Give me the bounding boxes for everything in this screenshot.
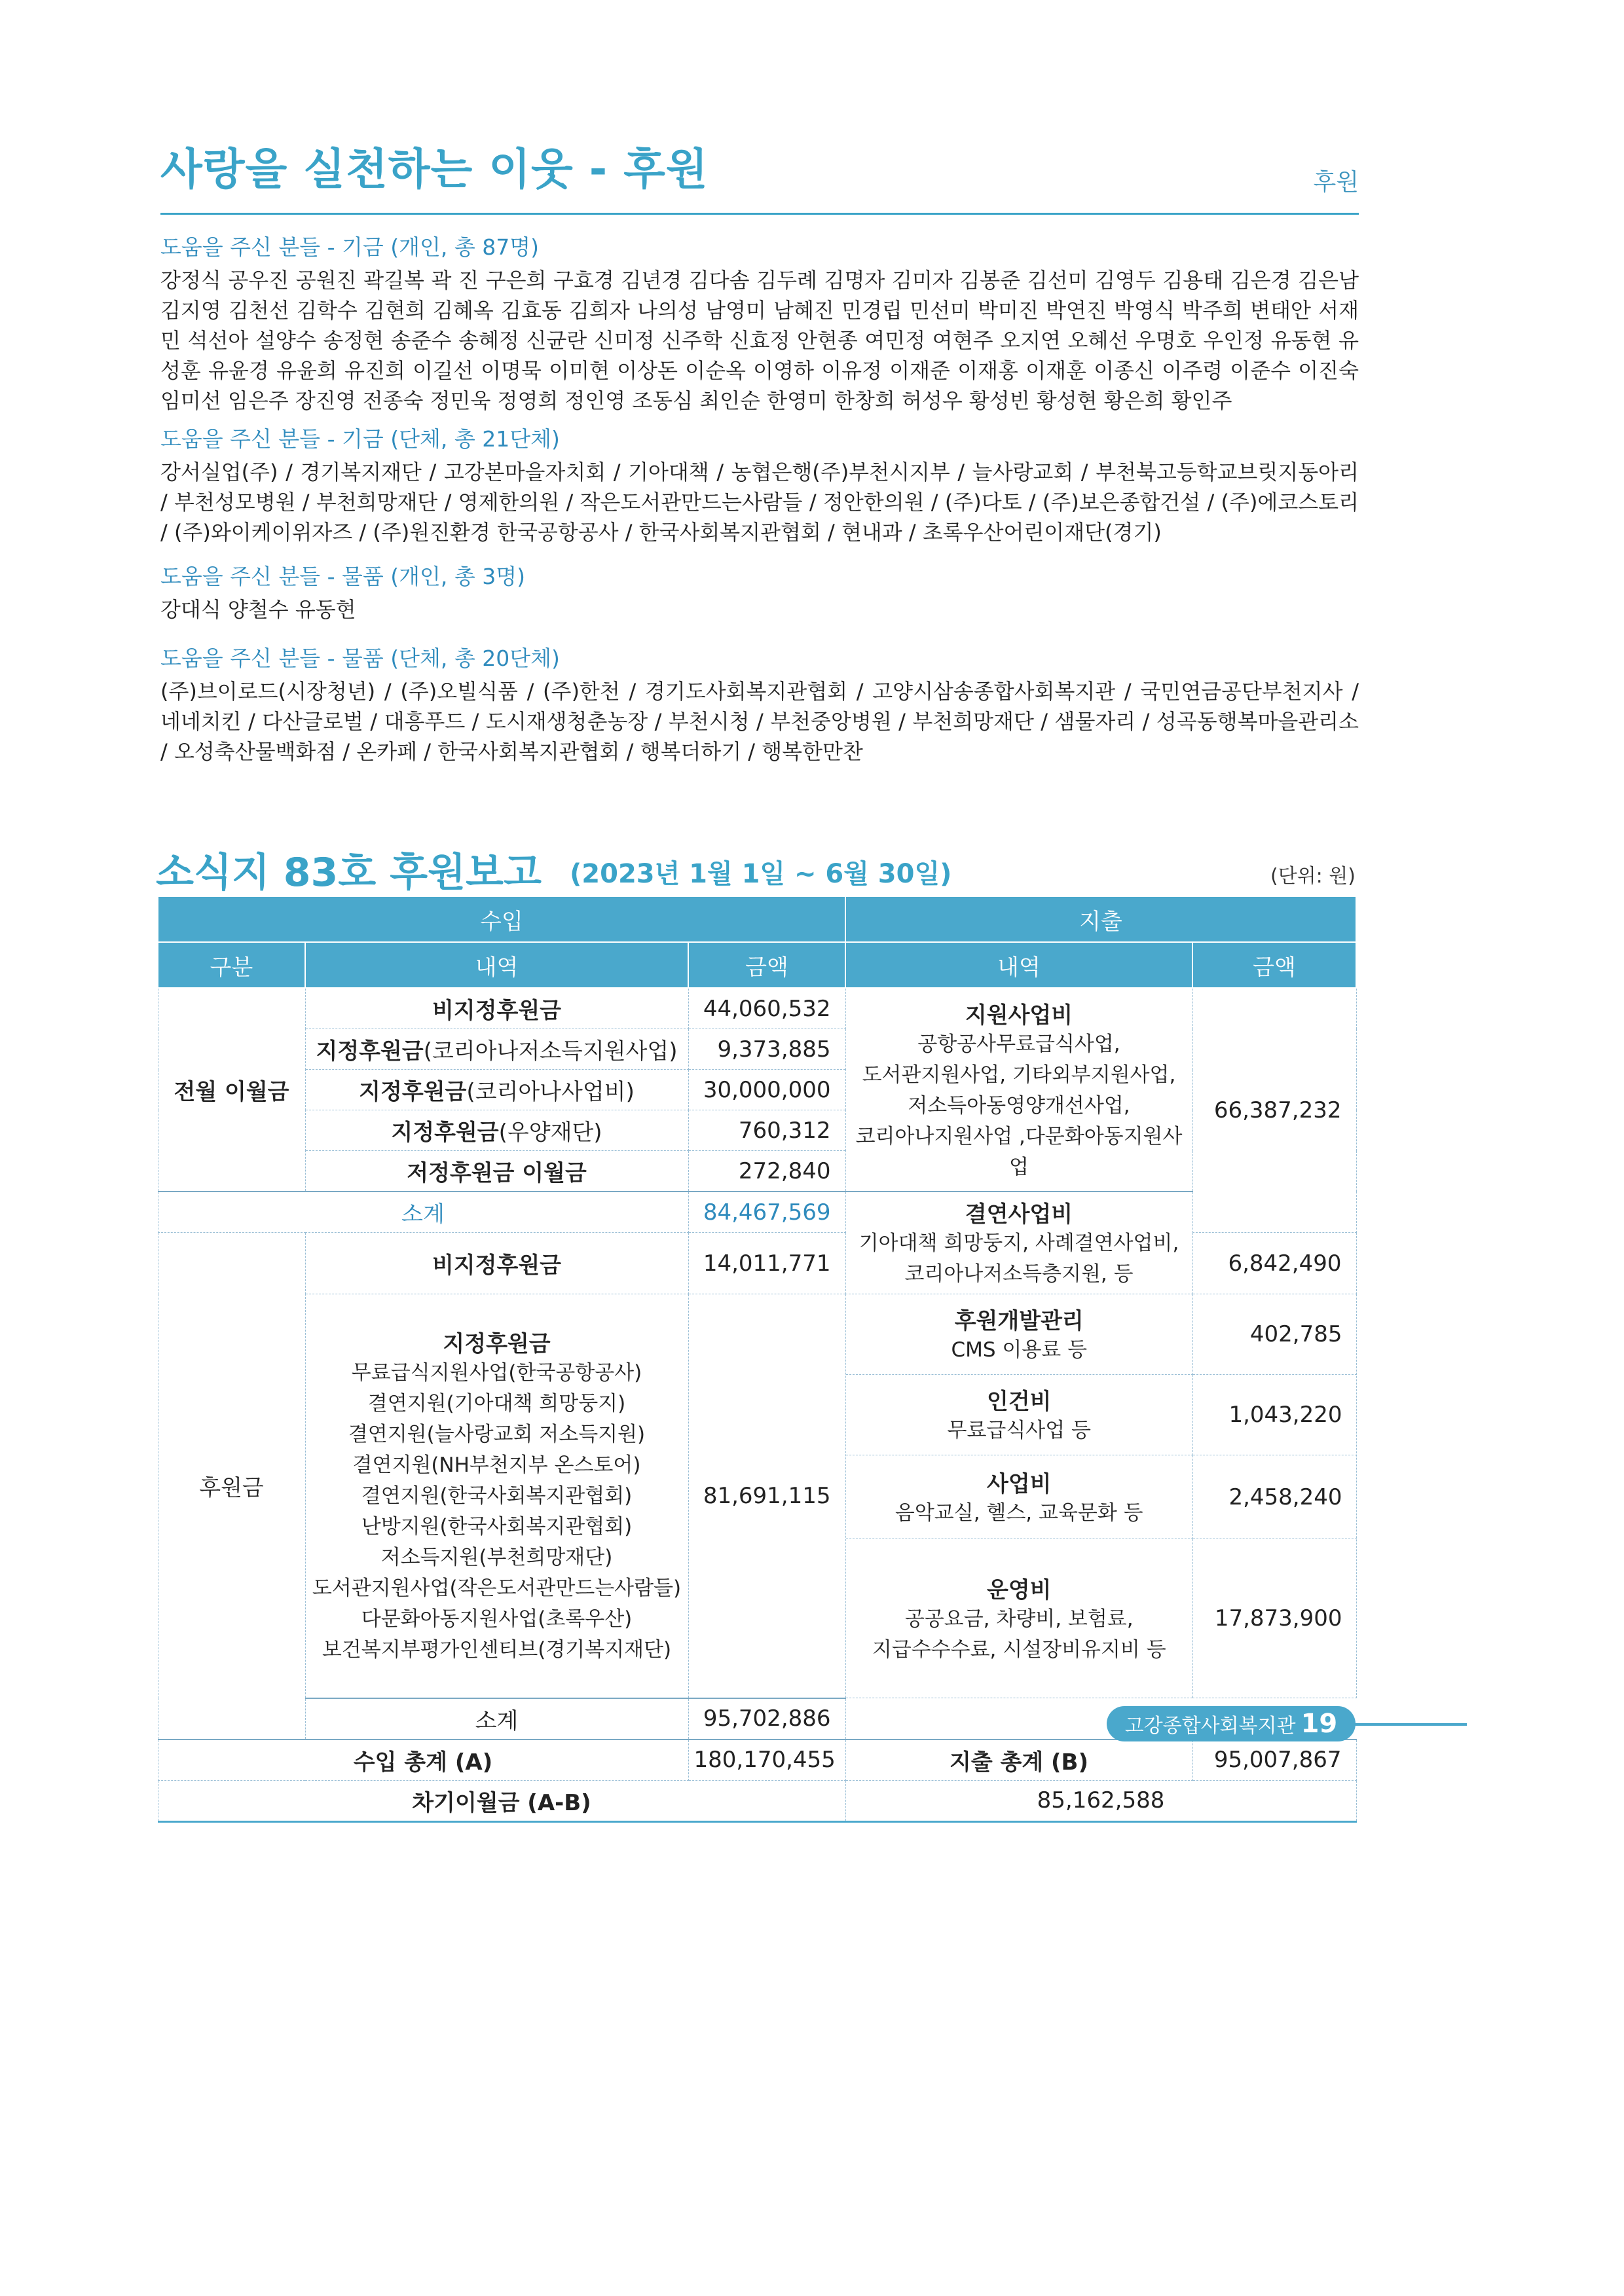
donor-section-group-fund <box>160 422 1359 547</box>
designated-item: 도서관지원사업(작은도서관만드는사람들) <box>312 1576 682 1601</box>
income-amount: 44,060,532 <box>688 988 845 1029</box>
unit-label: (단위: 원) <box>1270 865 1356 888</box>
income-item <box>305 1110 688 1151</box>
footer-org: 고강종합사회복지관 <box>1124 1715 1296 1738</box>
designated-item: 다문화아동지원사업(초록우산) <box>361 1607 633 1631</box>
income-amount: 30,000,000 <box>688 1070 845 1110</box>
expense-total: 95,007,867 <box>1192 1740 1356 1781</box>
table-row <box>158 1294 1356 1698</box>
donation-label: 후원금 <box>158 1233 305 1740</box>
category-header: 구분 <box>158 942 305 988</box>
income-item <box>305 1029 688 1070</box>
designated-item: 결연지원(늘사랑교회 저소득지원) <box>348 1423 646 1447</box>
income-amount: 81,691,115 <box>688 1294 845 1698</box>
expense-item-name: 인건비 <box>986 1389 1052 1415</box>
header-row-top <box>158 896 1356 942</box>
expense-amount: 6,842,490 <box>1192 1233 1356 1294</box>
income-header: 수입 <box>158 896 845 942</box>
income-item-name: 지정후원금 <box>443 1331 551 1358</box>
expense-item-desc: 무료급식사업 등 <box>947 1419 1091 1442</box>
title-divider <box>160 213 1359 215</box>
donor-section-heading: 도움을 주신 분들 - 기금 (개인, 총 87명) <box>160 234 539 260</box>
balance-amount: 85,162,588 <box>845 1780 1356 1821</box>
amount-header: 금액 <box>688 942 845 988</box>
section-tag: 후원 <box>1313 169 1359 196</box>
expense-item <box>846 1294 1193 1375</box>
donor-section-heading: 도움을 주신 분들 - 기금 (단체, 총 21단체) <box>160 426 560 452</box>
page-title: 사랑을 실천하는 이웃 - 후원 <box>160 144 709 194</box>
expense-total-label: 지출 총계 (B) <box>845 1740 1192 1781</box>
income-item-name: 비지정후원금 <box>432 998 562 1024</box>
expense-item <box>846 1455 1193 1539</box>
footer-badge <box>1107 1706 1356 1741</box>
expense-item <box>846 1375 1193 1455</box>
expense-item-desc: 공공요금, 차량비, 보험료, <box>904 1607 1134 1631</box>
expense-item-name: 운영비 <box>986 1576 1052 1603</box>
expense-item-desc: 공항공사무료급식사업, <box>917 1032 1120 1056</box>
donor-section-individual-goods <box>160 560 1359 625</box>
income-item-name: 비지정후원금 <box>305 1233 688 1294</box>
donation-report-table <box>157 896 1357 1823</box>
donor-section-individual-fund <box>160 230 1359 416</box>
page-number: 19 <box>1301 1709 1338 1739</box>
donor-section-list: 강대식 양철수 유동현 <box>160 597 356 622</box>
expense-item-desc: 지급수수수료, 시설장비유지비 등 <box>872 1637 1166 1662</box>
expense-item-name: 지원사업비 <box>965 1002 1073 1029</box>
expense-item-name: 결연사업비 <box>965 1201 1073 1228</box>
donor-section-list: (주)브이로드(시장청년) / (주)오빌식품 / (주)한천 / 경기도사회복지관협회 / 고양시삼송종합사회복지관 / 국민연금공단부천지사 / 네네치킨 / 다산글로벌 / 대흥푸드 / 도시재생청춘농장 / 부천시청 / 부천중앙병원 / 부천희망재단 / 샘물자리 / 성곡동행복마을관리소 / 오성축산물백화점 / 온카페 / 한국사회복지관협회 / 행복더하기 / 행복한만찬 <box>160 679 1359 764</box>
subtotal-amount: 95,702,886 <box>688 1698 845 1740</box>
expense-item-name: 후원개발관리 <box>954 1308 1084 1334</box>
expense-item-desc: 저소득아동영양개선사업, <box>908 1093 1130 1118</box>
subtotal-label: 소계 <box>158 1192 688 1233</box>
table-row <box>846 1539 1357 1698</box>
report-period: (2023년 1월 1일 ~ 6월 30일) <box>570 859 952 889</box>
expense-subgroup <box>845 1294 1356 1698</box>
expense-subtable <box>846 1294 1357 1698</box>
donor-section-heading: 도움을 주신 분들 - 물품 (단체, 총 20단체) <box>160 646 560 671</box>
detail-header: 내역 <box>305 942 688 988</box>
expense-amount: 17,873,900 <box>1193 1539 1357 1698</box>
donor-section-list: 강서실업(주) / 경기복지재단 / 고강본마을자치회 / 기아대책 / 농협은행(주)부천시지부 / 늘사랑교회 / 부천북고등학교브릿지동아리 / 부천성모병원 / 부천희망재단 / 영제한의원 / 작은도서관만드는사람들 / 정안한의원 / (주)다토 / (주)보은종합건설 / (주)에코스토리 / (주)와이케이위자즈 / (주)원진환경 한국공항공사 / 한국사회복지관협회 / 현내과 / 초록우산어린이재단(경기) <box>160 460 1359 545</box>
subtotal-row <box>158 1192 1356 1233</box>
expense-amount-header: 금액 <box>1192 942 1356 988</box>
designated-item: 결연지원(기아대책 희망둥지) <box>367 1392 626 1416</box>
income-item-sub: (코리아나저소득지원사업) <box>423 1038 678 1065</box>
expense-item-desc: 기아대책 희망둥지, 사례결연사업비, <box>858 1231 1179 1255</box>
expense-item-desc: 도서관지원사업, 기타외부지원사업, <box>862 1063 1176 1087</box>
expense-item-desc: 음악교실, 헬스, 교육문화 등 <box>895 1501 1143 1525</box>
expense-amount: 1,043,220 <box>1193 1375 1357 1455</box>
expense-item-desc: 코리아나저소득층지원, 등 <box>904 1262 1134 1286</box>
designated-item: 저소득지원(부천희망재단) <box>380 1546 613 1570</box>
income-item-sub: (코리아나사업비) <box>466 1079 635 1105</box>
income-item-name: 지정후원금 <box>359 1079 467 1105</box>
income-amount: 760,312 <box>688 1110 845 1151</box>
designated-item: 난방지원(한국사회복지관협회) <box>361 1515 633 1539</box>
expense-item <box>845 988 1192 1192</box>
income-item-name: 지정후원금 <box>391 1120 499 1146</box>
income-item-name: 저정후원금 이월금 <box>407 1160 587 1186</box>
income-amount: 9,373,885 <box>688 1029 845 1070</box>
report-title: 소식지 83호 후원보고 <box>156 850 542 896</box>
donor-section-heading: 도움을 주신 분들 - 물품 (개인, 총 3명) <box>160 564 525 589</box>
expense-item-name: 사업비 <box>986 1470 1052 1497</box>
donor-section-group-goods <box>160 642 1359 767</box>
expense-item-desc: 코리아나지원사업 ,다문화아동지원사업 <box>855 1124 1183 1179</box>
table-row <box>158 988 1356 1029</box>
expense-detail-header: 내역 <box>845 942 1192 988</box>
income-total-label: 수입 총계 (A) <box>158 1740 688 1781</box>
income-amount: 272,840 <box>688 1151 845 1192</box>
expense-item <box>846 1539 1193 1698</box>
income-item-name: 지정후원금 <box>316 1038 424 1065</box>
header-row-sub <box>158 942 1356 988</box>
designated-item: 보건복지부평가인센티브(경기복지재단) <box>322 1638 672 1662</box>
carryover-label: 전월 이월금 <box>158 988 305 1192</box>
table-row <box>846 1294 1357 1375</box>
expense-item <box>845 1192 1192 1294</box>
table-row <box>846 1455 1357 1539</box>
subtotal-label: 소계 <box>305 1698 688 1740</box>
expense-item-desc: CMS 이용료 등 <box>951 1338 1088 1362</box>
designated-item: 무료급식지원사업(한국공항공사) <box>351 1361 642 1385</box>
expense-amount: 66,387,232 <box>1192 988 1356 1233</box>
income-item-sub: (우양재단) <box>498 1120 602 1146</box>
balance-label: 차기이월금 (A-B) <box>158 1780 845 1821</box>
expense-amount: 402,785 <box>1193 1294 1357 1375</box>
balance-row <box>158 1780 1356 1821</box>
expense-amount: 2,458,240 <box>1193 1455 1357 1539</box>
expense-header: 지출 <box>845 896 1356 942</box>
income-item <box>305 1070 688 1110</box>
income-item <box>305 988 688 1029</box>
donor-section-list: 강정식 공우진 공원진 곽길복 곽 진 구은희 구효경 김년경 김다솜 김두례 김명자 김미자 김봉준 김선미 김영두 김용태 김은경 김은남 김지영 김천선 김학수 김현희 김혜옥 김효동 김희자 나의성 남영미 남혜진 민경립 민선미 박미진 박연진 박영식 박주희 변태안 서재민 석선아 설양수 송정현 송준수 송혜정 신균란 신미정 신주학 신효정 안현종 여민정 여현주 오지연 오혜선 우명호 우인정 유동현 유성훈 유윤경 유윤희 유진희 이길선 이명묵 이미현 이상돈 이순옥 이영하 이유정 이재준 이재홍 이재훈 이종신 이주령 이준수 이진숙 임미선 임은주 장진영 전종숙 정민욱 정영희 정인영 조동심 최인순 한영미 한창희 허성우 황성빈 황성현 황은희 황인주 <box>160 268 1359 413</box>
footer-line <box>1349 1723 1467 1726</box>
income-total: 180,170,455 <box>688 1740 845 1781</box>
totals-row <box>158 1740 1356 1781</box>
income-amount: 14,011,771 <box>688 1233 845 1294</box>
designated-donation <box>305 1294 688 1698</box>
designated-item: 결연지원(한국사회복지관협회) <box>361 1484 633 1508</box>
designated-item: 결연지원(NH부천지부 온스토어) <box>352 1453 641 1478</box>
table-row <box>846 1375 1357 1455</box>
subtotal-amount: 84,467,569 <box>688 1192 845 1233</box>
income-item <box>305 1151 688 1192</box>
